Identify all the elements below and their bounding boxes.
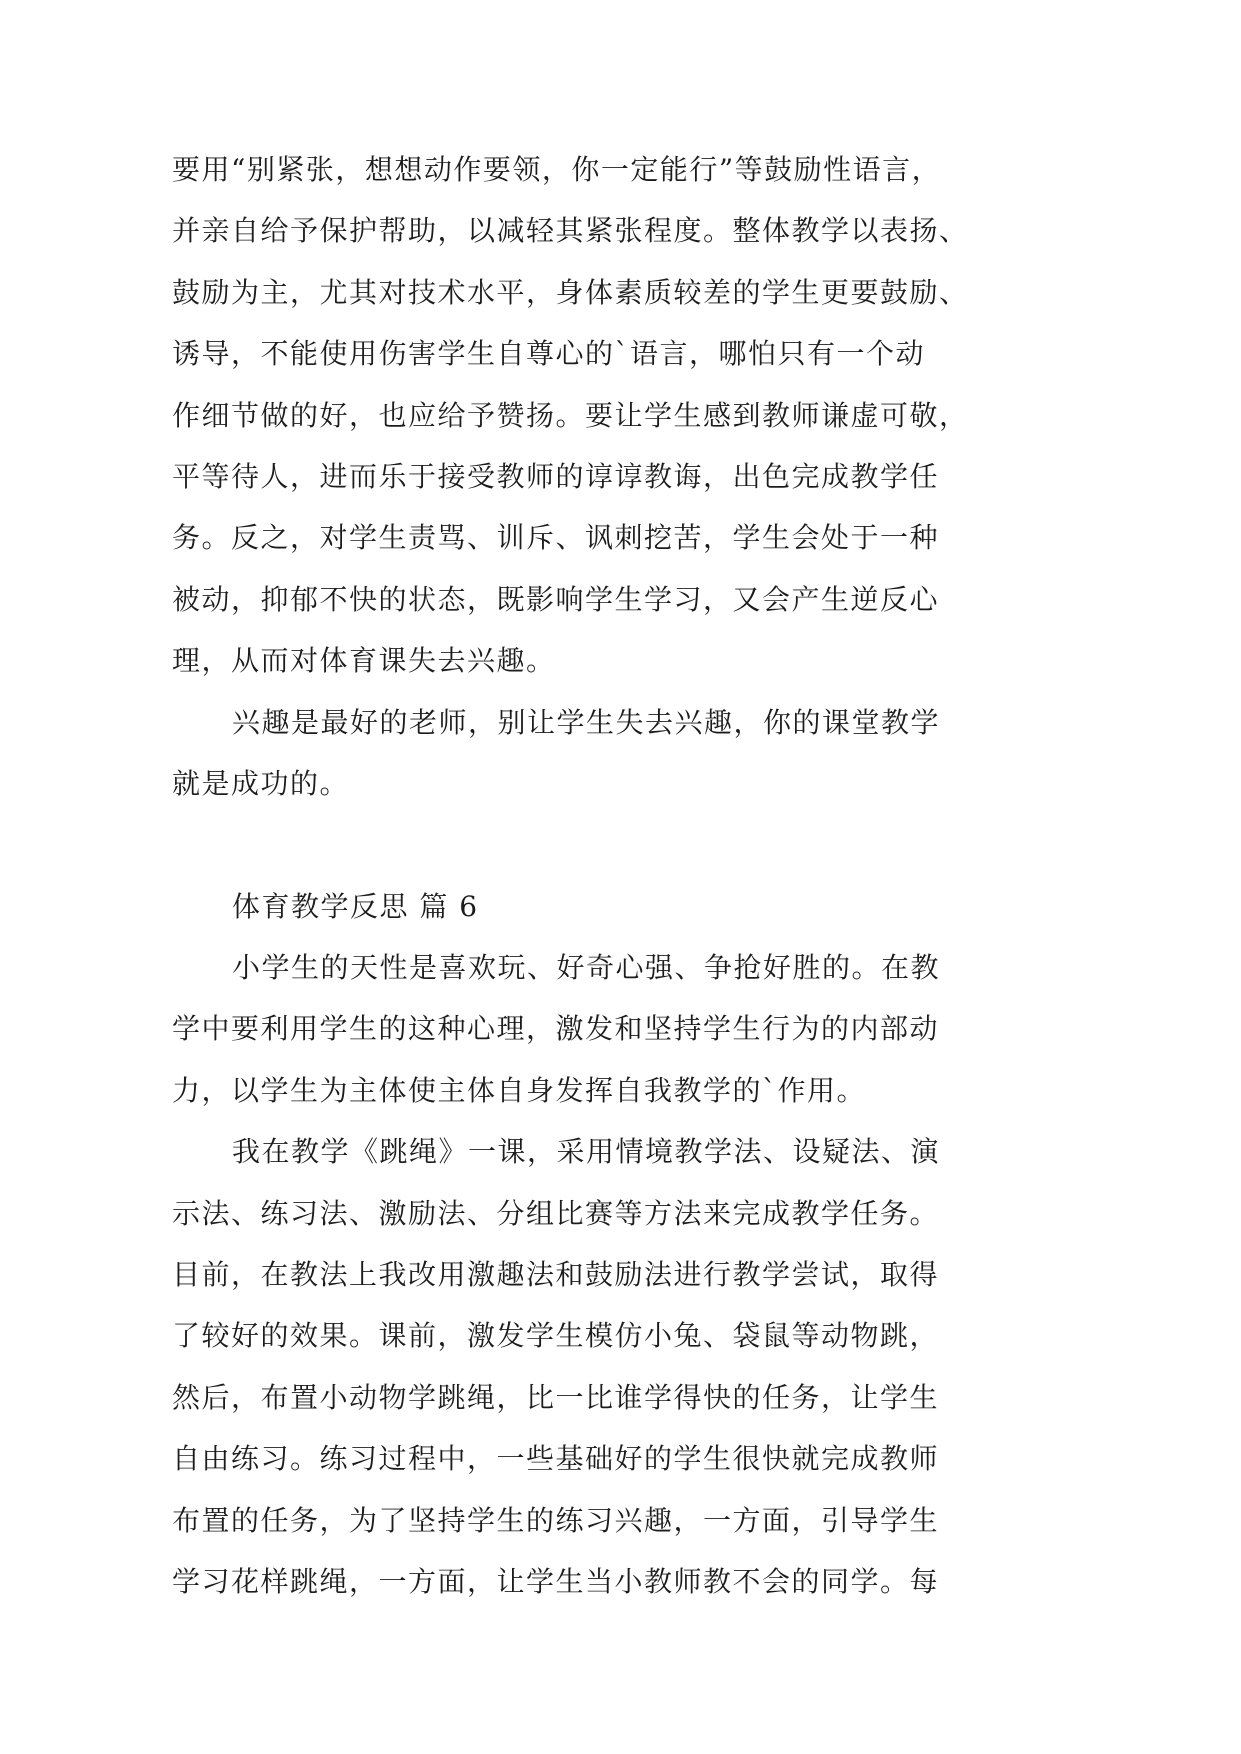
text-line: 布置的任务，为了坚持学生的练习兴趣，一方面，引导学生 xyxy=(172,1503,940,1537)
text-line: 平等待人，进而乐于接受教师的谆谆教诲，出色完成教学任 xyxy=(172,459,940,493)
text-line: 学中要利用学生的这种心理，激发和坚持学生行为的内部动 xyxy=(172,1012,940,1046)
text-line: 示法、练习法、激励法、分组比赛等方法来完成教学任务。 xyxy=(172,1196,940,1230)
paragraph xyxy=(172,937,1072,1121)
text-line: 自由练习。练习过程中，一些基础好的学生很快就完成教师 xyxy=(172,1442,940,1476)
section-title: 体育教学反思 篇 6 xyxy=(232,889,479,923)
blank-line xyxy=(172,814,1072,875)
text-line: 作细节做的好，也应给予赞扬。要让学生感到教师谦虚可敬， xyxy=(172,398,969,432)
text-line: 鼓励为主，尤其对技术水平，身体素质较差的学生更要鼓励、 xyxy=(172,275,969,309)
paragraph xyxy=(172,1121,1072,1612)
text-line: 然后，布置小动物学跳绳，比一比谁学得快的任务，让学生 xyxy=(172,1380,940,1414)
paragraph-continued xyxy=(172,139,1072,692)
text-line: 兴趣是最好的老师，别让学生失去兴趣，你的课堂教学 xyxy=(232,705,941,739)
text-line: 诱导，不能使用伤害学生自尊心的`语言，哪怕只有一个动 xyxy=(172,337,926,371)
text-line: 学习花样跳绳，一方面，让学生当小教师教不会的同学。每 xyxy=(172,1564,940,1598)
text-line: 务。反之，对学生责骂、训斥、讽刺挖苦，学生会处于一种 xyxy=(172,521,940,555)
document-body xyxy=(172,139,1072,1612)
text-line: 小学生的天性是喜欢玩、好奇心强、争抢好胜的。在教 xyxy=(232,951,941,985)
text-line: 力，以学生为主体使主体自身发挥自我教学的`作用。 xyxy=(172,1073,867,1107)
text-line: 理，从而对体育课失去兴趣。 xyxy=(172,644,556,678)
text-line: 就是成功的。 xyxy=(172,766,350,800)
paragraph xyxy=(172,692,1072,815)
text-line: 要用“别紧张，想想动作要领，你一定能行”等鼓励性语言， xyxy=(172,153,942,186)
text-line: 我在教学《跳绳》一课，采用情境教学法、设疑法、演 xyxy=(232,1135,941,1169)
text-line: 了较好的效果。课前，激发学生模仿小兔、袋鼠等动物跳， xyxy=(172,1319,940,1353)
text-line: 被动，抑郁不快的状态，既影响学生学习，又会产生逆反心 xyxy=(172,582,940,616)
text-line: 并亲自给予保护帮助，以减轻其紧张程度。整体教学以表扬、 xyxy=(172,214,969,248)
text-line: 目前，在教法上我改用激趣法和鼓励法进行教学尝试，取得 xyxy=(172,1258,940,1292)
